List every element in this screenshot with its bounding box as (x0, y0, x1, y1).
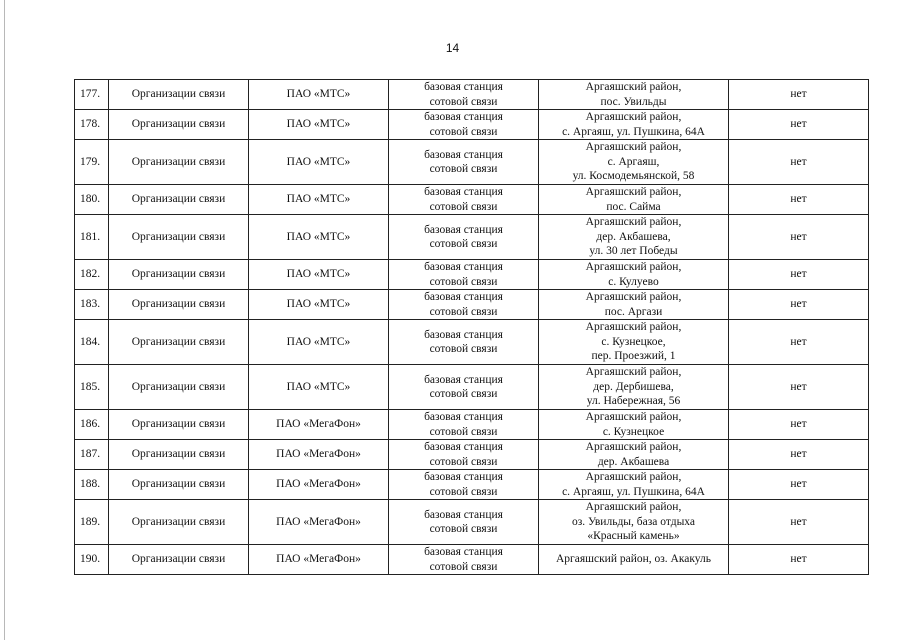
object-type-cell (389, 410, 539, 440)
object-type-cell (389, 320, 539, 365)
value-cell: нет (729, 470, 869, 500)
row-number-cell: 182. (75, 260, 109, 290)
value-cell: нет (729, 320, 869, 365)
value-cell: нет (729, 500, 869, 545)
table-row (75, 185, 869, 215)
object-type-cell (389, 110, 539, 140)
table-row (75, 140, 869, 185)
category-cell: Организации связи (109, 365, 249, 410)
value-cell: нет (729, 365, 869, 410)
address-line: «Красный камень» (587, 530, 680, 543)
object-type-line: сотовой связи (429, 305, 498, 318)
address-line: пер. Проезжий, 1 (591, 350, 676, 363)
object-type-line: сотовой связи (429, 560, 498, 573)
table-row (75, 545, 869, 575)
address-cell (539, 80, 729, 110)
address-cell (539, 440, 729, 470)
address-cell (539, 470, 729, 500)
row-number-cell: 179. (75, 140, 109, 185)
object-type-line: базовая станция (424, 223, 503, 236)
address-line: дер. Акбашева, (596, 230, 671, 243)
address-line: пос. Увильды (600, 95, 667, 108)
address-line: дер. Акбашева (597, 455, 670, 468)
address-line: Аргаяшский район, (585, 501, 682, 514)
registry-table (74, 79, 869, 575)
object-type-line: базовая станция (424, 373, 503, 386)
object-type-cell (389, 440, 539, 470)
address-cell (539, 260, 729, 290)
address-line: Аргаяшский район, (585, 111, 682, 123)
address-line: Аргаяшский район, оз. Акакуль (555, 553, 712, 566)
address-line: Аргаяшский район, (585, 321, 682, 334)
row-number-cell: 181. (75, 215, 109, 260)
object-type-line: базовая станция (424, 441, 503, 453)
address-line: ул. Набережная, 56 (586, 395, 681, 408)
object-type-line: базовая станция (424, 261, 503, 273)
owner-cell: ПАО «МТС» (249, 320, 389, 365)
object-type-cell (389, 185, 539, 215)
address-line: Аргаяшский район, (585, 411, 682, 423)
address-line: Аргаяшский район, (585, 141, 682, 154)
address-line: Аргаяшский район, (585, 216, 682, 229)
object-type-line: сотовой связи (429, 485, 498, 498)
category-cell: Организации связи (109, 140, 249, 185)
object-type-cell (389, 260, 539, 290)
address-line: Аргаяшский район, (585, 471, 682, 483)
category-cell: Организации связи (109, 290, 249, 320)
category-cell: Организации связи (109, 320, 249, 365)
object-type-line: сотовой связи (429, 163, 498, 175)
address-cell (539, 365, 729, 410)
object-type-cell (389, 500, 539, 545)
owner-cell: ПАО «МТС» (249, 260, 389, 290)
owner-cell: ПАО «МТС» (249, 290, 389, 320)
page-edge-line (4, 0, 5, 640)
owner-cell: ПАО «МТС» (249, 185, 389, 215)
row-number-cell: 183. (75, 290, 109, 320)
object-type-line: базовая станция (424, 546, 503, 558)
object-type-cell (389, 545, 539, 575)
category-cell: Организации связи (109, 545, 249, 575)
address-cell (539, 410, 729, 440)
object-type-line: базовая станция (424, 471, 503, 483)
value-cell: нет (729, 545, 869, 575)
table-row (75, 215, 869, 260)
address-cell (539, 110, 729, 140)
row-number-cell: 187. (75, 440, 109, 470)
object-type-line: сотовой связи (429, 238, 498, 250)
object-type-line: базовая станция (424, 328, 503, 341)
row-number-cell: 178. (75, 110, 109, 140)
row-number-cell: 188. (75, 470, 109, 500)
object-type-line: базовая станция (424, 411, 503, 423)
object-type-line: сотовой связи (429, 200, 498, 213)
owner-cell: ПАО «МТС» (249, 80, 389, 110)
address-cell (539, 185, 729, 215)
value-cell: нет (729, 215, 869, 260)
address-line: оз. Увильды, база отдыха (571, 515, 695, 528)
owner-cell: ПАО «МегаФон» (249, 500, 389, 545)
address-line: ул. 30 лет Победы (589, 245, 678, 258)
value-cell: нет (729, 80, 869, 110)
row-number-cell: 177. (75, 80, 109, 110)
object-type-line: базовая станция (424, 186, 503, 198)
value-cell: нет (729, 110, 869, 140)
address-line: пос. Сайма (606, 200, 661, 213)
owner-cell: ПАО «МТС» (249, 140, 389, 185)
address-cell (539, 215, 729, 260)
row-number-cell: 186. (75, 410, 109, 440)
table-row (75, 80, 869, 110)
owner-cell: ПАО «МегаФон» (249, 440, 389, 470)
category-cell: Организации связи (109, 470, 249, 500)
owner-cell: ПАО «МТС» (249, 365, 389, 410)
address-line: Аргаяшский район, (585, 81, 682, 93)
category-cell: Организации связи (109, 80, 249, 110)
owner-cell: ПАО «МТС» (249, 110, 389, 140)
object-type-line: базовая станция (424, 111, 503, 123)
address-line: с. Аргаяш, ул. Пушкина, 64А (562, 125, 705, 138)
address-cell (539, 545, 729, 575)
object-type-cell (389, 80, 539, 110)
object-type-line: сотовой связи (429, 388, 498, 400)
address-cell (539, 140, 729, 185)
object-type-line: сотовой связи (429, 125, 498, 138)
object-type-line: сотовой связи (429, 425, 498, 438)
value-cell: нет (729, 290, 869, 320)
address-line: с. Кузнецкое (602, 425, 665, 438)
owner-cell: ПАО «МегаФон» (249, 470, 389, 500)
category-cell: Организации связи (109, 185, 249, 215)
category-cell: Организации связи (109, 215, 249, 260)
row-number-cell: 190. (75, 545, 109, 575)
table-row (75, 110, 869, 140)
table-row (75, 320, 869, 365)
owner-cell: ПАО «МТС» (249, 215, 389, 260)
category-cell: Организации связи (109, 500, 249, 545)
address-line: Аргаяшский район, (585, 366, 682, 379)
address-line: с. Кузнецкое, (601, 335, 666, 348)
row-number-cell: 180. (75, 185, 109, 215)
table-row (75, 365, 869, 410)
category-cell: Организации связи (109, 440, 249, 470)
row-number-cell: 189. (75, 500, 109, 545)
table-row (75, 470, 869, 500)
address-cell (539, 320, 729, 365)
object-type-line: базовая станция (424, 148, 503, 161)
value-cell: нет (729, 440, 869, 470)
address-line: с. Кулуево (608, 275, 659, 288)
object-type-cell (389, 215, 539, 260)
page-number: 14 (445, 41, 460, 55)
table-row (75, 260, 869, 290)
object-type-line: базовая станция (424, 291, 503, 303)
object-type-line: сотовой связи (429, 275, 498, 288)
value-cell: нет (729, 410, 869, 440)
value-cell: нет (729, 185, 869, 215)
object-type-cell (389, 290, 539, 320)
owner-cell: ПАО «МегаФон» (249, 410, 389, 440)
object-type-cell (389, 140, 539, 185)
category-cell: Организации связи (109, 260, 249, 290)
category-cell: Организации связи (109, 110, 249, 140)
object-type-line: сотовой связи (429, 523, 498, 535)
address-cell (539, 500, 729, 545)
address-line: с. Аргаяш, ул. Пушкина, 64А (562, 485, 705, 498)
address-line: дер. Дербишева, (593, 380, 674, 393)
value-cell: нет (729, 260, 869, 290)
object-type-line: сотовой связи (429, 95, 498, 108)
object-type-line: сотовой связи (429, 455, 498, 468)
table-row (75, 290, 869, 320)
object-type-line: базовая станция (424, 508, 503, 521)
object-type-line: базовая станция (424, 81, 503, 93)
address-line: пос. Аргази (604, 305, 663, 318)
object-type-cell (389, 470, 539, 500)
address-line: Аргаяшский район, (585, 261, 682, 273)
owner-cell: ПАО «МегаФон» (249, 545, 389, 575)
address-line: Аргаяшский район, (585, 291, 682, 303)
row-number-cell: 185. (75, 365, 109, 410)
address-cell (539, 290, 729, 320)
object-type-line: сотовой связи (429, 343, 498, 355)
value-cell: нет (729, 140, 869, 185)
category-cell: Организации связи (109, 410, 249, 440)
table-row (75, 500, 869, 545)
row-number-cell: 184. (75, 320, 109, 365)
address-line: Аргаяшский район, (585, 441, 682, 453)
object-type-cell (389, 365, 539, 410)
address-line: Аргаяшский район, (585, 186, 682, 198)
address-line: с. Аргаяш, (607, 155, 660, 168)
table-row (75, 410, 869, 440)
address-line: ул. Космодемьянской, 58 (572, 170, 695, 183)
table-row (75, 440, 869, 470)
